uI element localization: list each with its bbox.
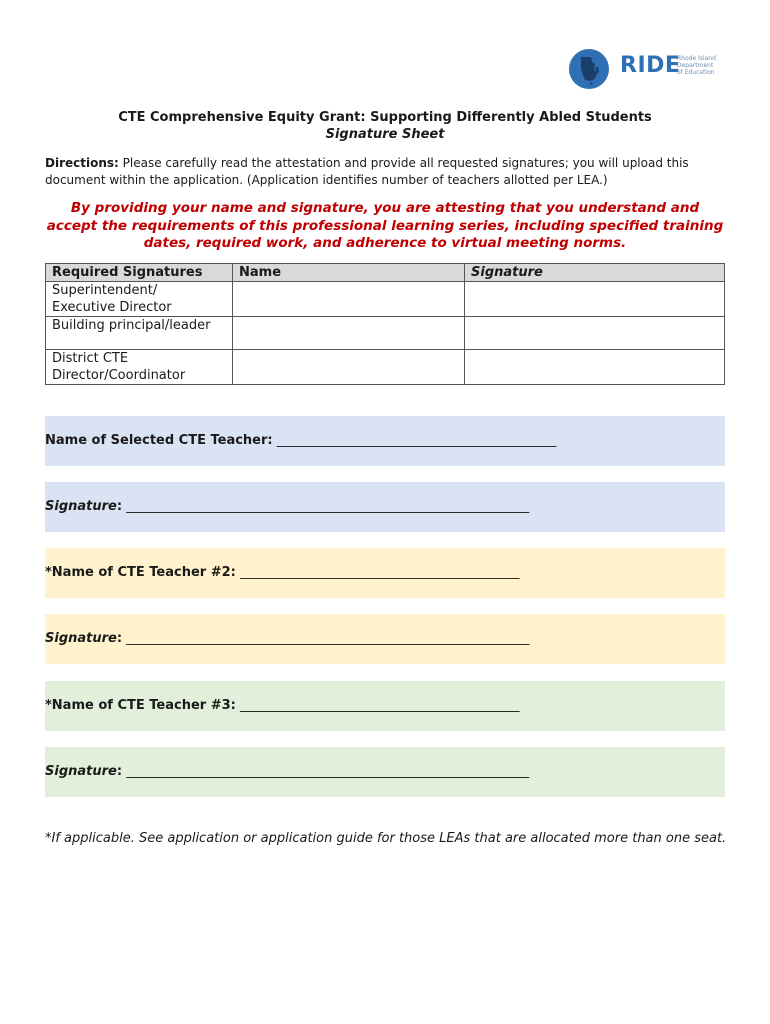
teacher-3-name-field[interactable] (45, 681, 725, 731)
table-row (46, 282, 725, 317)
title-sub: Signature Sheet (325, 127, 445, 142)
selected-teacher-name-field[interactable] (45, 416, 725, 466)
rhode-island-map-icon (568, 48, 612, 90)
field-label: *Name of CTE Teacher #2: (45, 565, 236, 580)
field-label: Name of Selected CTE Teacher: (45, 433, 273, 448)
field-line: ______________________________________________________________ (122, 764, 530, 779)
header-name: Name (233, 264, 465, 282)
teacher-2-name-field[interactable] (45, 548, 725, 598)
table-row (46, 317, 725, 350)
field-label: Signature (45, 631, 117, 646)
title-main: CTE Comprehensive Equity Grant: Supporting Differently Abled Students (118, 110, 652, 125)
name-cell[interactable] (233, 350, 465, 385)
document-title (45, 109, 725, 143)
logo-wordmark: RIDE (620, 53, 681, 78)
role-cell (46, 282, 233, 317)
selected-teacher-signature-field[interactable] (45, 482, 725, 532)
name-cell[interactable] (233, 282, 465, 317)
field-suffix: : (116, 499, 123, 514)
header-required-signatures: Required Signatures (46, 264, 233, 282)
field-line: ___________________________________________ (235, 698, 520, 713)
role-line: Superintendent/ (52, 283, 158, 298)
role-line: Director/Coordinator (52, 368, 186, 383)
field-label: Signature (45, 764, 117, 779)
field-line: ______________________________________________________________ (122, 631, 530, 646)
field-label: *Name of CTE Teacher #3: (45, 698, 236, 713)
directions-paragraph (45, 155, 727, 189)
role-line: Executive Director (52, 300, 172, 315)
field-line: ___________________________________________ (272, 433, 557, 448)
directions-label: Directions: (45, 156, 119, 170)
teacher-2-signature-field[interactable] (45, 614, 725, 664)
footnote: *If applicable. See application or application guide for those LEAs that are allocated more than one seat. (45, 831, 727, 846)
name-cell[interactable] (233, 317, 465, 350)
field-suffix: : (116, 764, 123, 779)
field-suffix: : (116, 631, 123, 646)
teacher-3-signature-field[interactable] (45, 747, 725, 797)
logo-subtitle (677, 55, 727, 76)
signature-cell[interactable] (465, 317, 725, 350)
directions-text: Please carefully read the attestation and provide all requested signatures; you will upload this document within the application. (Application identifies number of teachers allotted per LEA.) (45, 156, 689, 187)
role-line: District CTE (52, 351, 129, 366)
logo-subtitle-line: of Education (677, 69, 715, 76)
logo-subtitle-line: Department (677, 62, 714, 69)
signature-table (45, 263, 725, 385)
signature-cell[interactable] (465, 350, 725, 385)
signature-cell[interactable] (465, 282, 725, 317)
ride-logo (568, 48, 728, 90)
field-line: ______________________________________________________________ (122, 499, 530, 514)
field-line: ___________________________________________ (235, 565, 520, 580)
role-cell (46, 350, 233, 385)
table-row (46, 350, 725, 385)
field-label: Signature (45, 499, 117, 514)
header-signature: Signature (465, 264, 725, 282)
table-header-row (46, 264, 725, 282)
attestation-statement: By providing your name and signature, you are attesting that you understand and accept the requirements of this professional learning series, including specified training dates, required work, and adherence to virtual meeting norms. (46, 200, 724, 251)
logo-subtitle-line: Rhode Island (677, 55, 716, 62)
role-cell: Building principal/leader (46, 317, 233, 350)
